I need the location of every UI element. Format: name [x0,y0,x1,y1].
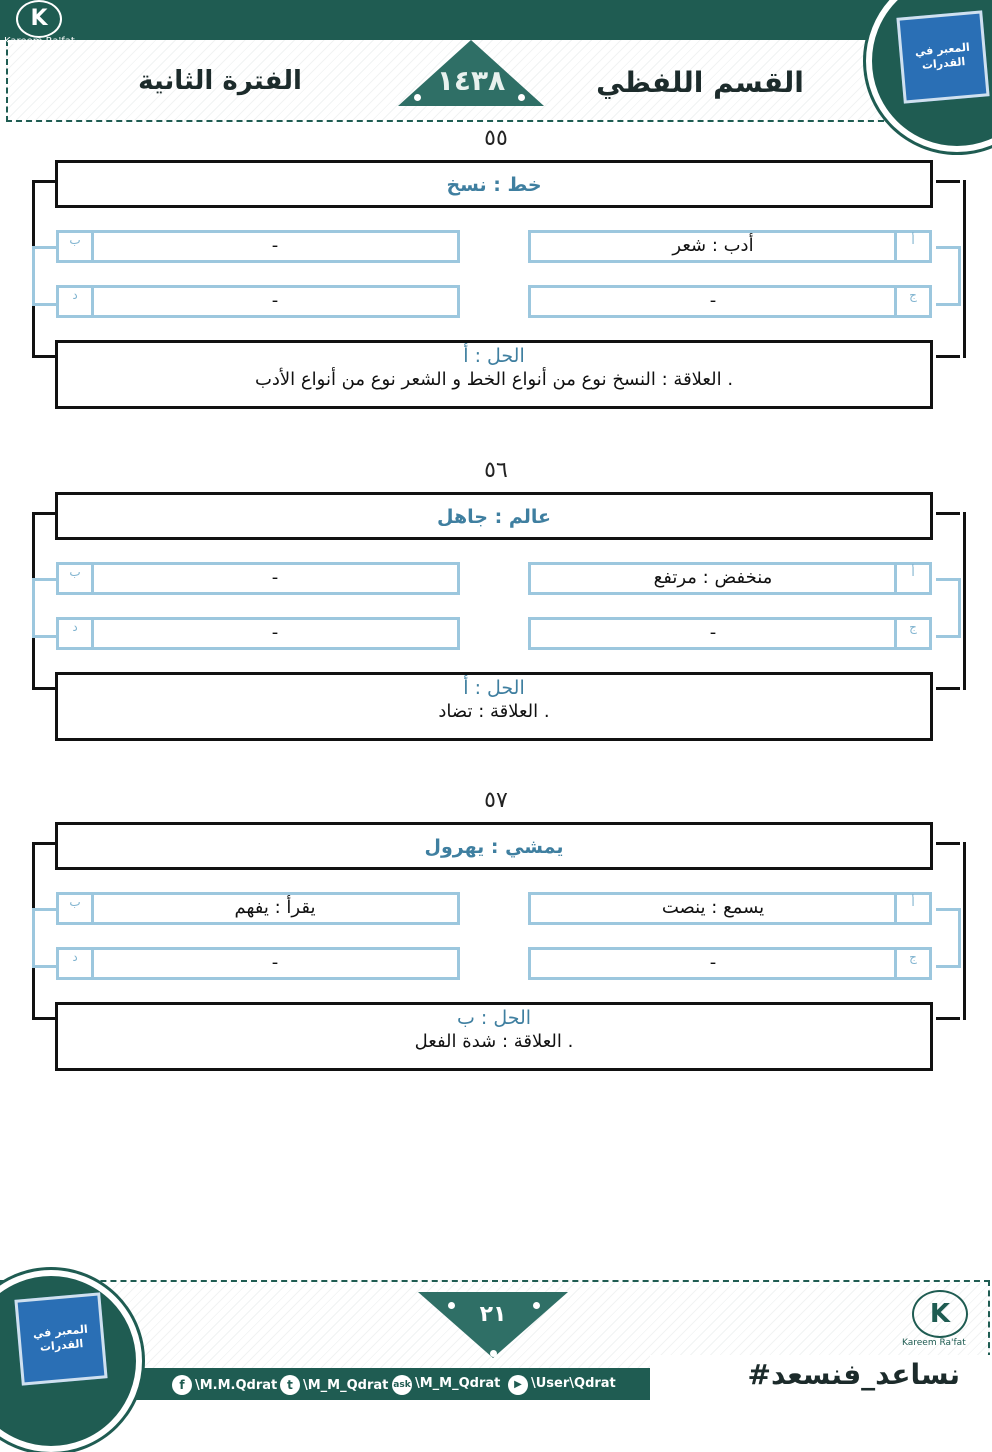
option-text: - [271,622,279,643]
social-facebook[interactable] [172,1375,277,1395]
option-text: منخفض : مرتفع [653,567,773,588]
social-handle: \M_M_Qdrat [303,1378,389,1393]
question-number: ٥٦ [484,458,508,483]
period-title: الفترة الثانية [138,66,302,96]
year-text: ١٤٣٨ [436,64,506,97]
answer-box [55,1002,933,1071]
options-bracket [32,246,57,306]
frame-tick [32,512,56,515]
option-letter: ج [894,950,929,977]
option-text: يسمع : ينصت [661,897,765,918]
question-stem: يمشي : يهرول [55,822,933,870]
option-text: - [271,567,279,588]
social-twitter[interactable] [280,1375,388,1395]
options-bracket [32,908,57,968]
social-handle: \User\Qdrat [531,1376,616,1391]
option-c[interactable] [528,947,932,980]
brand-name: Kareem Ra'fat [4,36,75,47]
twitter-icon: t [280,1375,300,1395]
answer-box [55,340,933,409]
hashtag: #نساعد_فنسعد [747,1358,960,1391]
social-ask[interactable] [392,1375,500,1395]
option-letter: ج [894,620,929,647]
answer-relation: العلاقة : شدة الفعل . [414,1031,574,1052]
option-text: - [709,622,717,643]
option-d[interactable] [56,617,460,650]
header-band [0,0,900,40]
answer-relation: العلاقة : النسخ نوع من أنواع الخط و الشعر نوع من أنواع الأدب . [254,369,734,390]
option-text: - [709,290,717,311]
book-logo-icon [896,10,989,103]
option-text: - [271,235,279,256]
question-number: ٥٥ [484,126,508,151]
frame-tick [32,842,56,845]
option-letter: ب [59,233,94,260]
answer-label: الحل : أ [463,677,525,699]
option-text: يقرأ : يفهم [234,897,316,918]
frame-tick [936,355,960,358]
options-bracket [936,578,961,638]
frame-tick [936,1017,960,1020]
options-bracket [32,578,57,638]
options-bracket [936,246,961,306]
option-a[interactable] [528,892,932,925]
frame-tick [936,687,960,690]
option-b[interactable] [56,230,460,263]
answer-label: الحل : أ [463,345,525,367]
option-b[interactable] [56,562,460,595]
option-d[interactable] [56,285,460,318]
option-text: أدب : شعر [672,235,754,256]
option-letter: د [59,620,94,647]
brand-name: Kareem Ra'fat [902,1338,966,1348]
option-letter: ب [59,895,94,922]
option-b[interactable] [56,892,460,925]
option-a[interactable] [528,230,932,263]
book-logo-text: المعبر في القدرات [914,40,971,72]
question-number: ٥٧ [484,788,508,813]
facebook-icon: f [172,1375,192,1395]
option-text: - [709,952,717,973]
options-bracket [936,908,961,968]
option-letter: أ [894,895,929,922]
question-stem: عالم : جاهل [55,492,933,540]
frame-tick [936,180,960,183]
brand-logo-icon: K [912,1290,968,1338]
ask-icon: ask [392,1375,412,1395]
frame-tick [936,842,960,845]
option-letter: أ [894,233,929,260]
badge-dot [490,1350,497,1357]
brand-logo-icon: K [16,0,62,38]
answer-box [55,672,933,741]
youtube-icon: ▶ [508,1375,528,1395]
option-letter: د [59,950,94,977]
frame-tick [32,1017,56,1020]
question-stem: خط : نسخ [55,160,933,208]
answer-relation: العلاقة : تضاد . [438,701,550,722]
frame-tick [32,687,56,690]
option-a[interactable] [528,562,932,595]
section-title: القسم اللفظي [596,66,804,99]
page-number: ٢١ [479,1302,507,1327]
option-letter: ب [59,565,94,592]
option-text: - [271,290,279,311]
option-d[interactable] [56,947,460,980]
option-c[interactable] [528,285,932,318]
option-letter: أ [894,565,929,592]
option-c[interactable] [528,617,932,650]
book-logo-icon [14,1292,107,1385]
option-letter: د [59,288,94,315]
book-logo-text: المعبر في القدرات [32,1322,89,1354]
social-handle: \M_M_Qdrat [415,1376,501,1391]
option-letter: ج [894,288,929,315]
frame-tick [32,180,56,183]
option-text: - [271,952,279,973]
social-handle: \M.M.Qdrat [195,1378,278,1393]
answer-label: الحل : ب [456,1007,532,1029]
social-youtube[interactable] [508,1375,616,1395]
frame-tick [936,512,960,515]
frame-tick [32,355,56,358]
